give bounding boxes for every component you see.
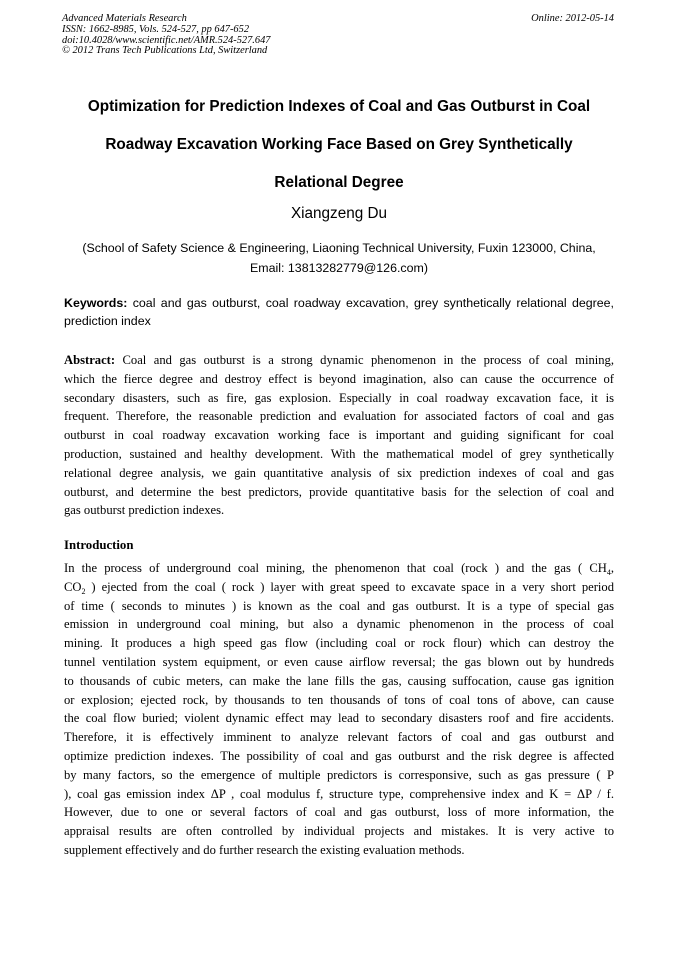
intro-line: However, due to one or several factors of coal and gas outburst, loss of more information, the [64,805,614,820]
intro-line: ), coal gas emission index ΔP , coal modulus f, structure type, comprehensive index and K = ΔP / f. [64,786,614,801]
abstract-line: which the fierce degree and destroy effect is beyond imagination, also can cause the occurrence of [64,371,614,386]
intro-line: appraisal results are often controlled by individual projects and mistakes. It is very active to [64,824,614,839]
keywords-block [64,294,614,330]
keywords-text: coal and gas outburst, coal roadway excavation, grey synthetically relational degree, [127,296,614,310]
intro-line: of time ( seconds to minutes ) is known as the coal and gas outburst. It is a type of special gas [64,598,614,613]
title-line: Relational Degree [274,174,404,191]
intro-text: CO [64,579,82,594]
intro-line: supplement effectively and do further research the existing evaluation methods. [64,842,465,857]
keywords-line [64,294,614,312]
affiliation-line: Email: 13813282779@126.com) [250,261,428,275]
affiliation [40,238,638,278]
journal-name: Advanced Materials Research [62,13,187,24]
subscript: 4 [606,568,611,577]
intro-line: mining. It produces a high speed gas flow (including coal or rock flour) which can destroy the [64,636,614,651]
title-line: Optimization for Prediction Indexes of Coal and Gas Outburst in Coal [87,98,591,115]
section-heading: Introduction [64,538,134,552]
abstract-line: relational degree analysis, we gain quantitative analysis of six prediction indexes of coal and gas [64,465,614,480]
intro-line: the coal flow buried; violent dynamic effect may lead to secondary disasters roof and fire accidents. [64,711,614,726]
intro-line: optimize prediction indexes. The possibility of coal and gas outburst and the risk degree is affected [64,748,614,763]
keywords-label: Keywords: [64,296,128,310]
intro-line: tunnel ventilation system equipment, or even cause airflow reversal; the gas blown out by hundreds [64,654,614,669]
paper-title [40,88,638,202]
journal-header [62,14,270,57]
abstract-line: gas outburst prediction indexes. [64,503,225,518]
intro-line [64,578,614,597]
abstract-label: Abstract: [64,353,116,367]
abstract-line: frequent. Therefore, the reasonable prediction and evaluation for associated factors of coal and gas [64,409,614,424]
intro-line: Therefore, it is effectively imminent to analyze relevant factors of coal and gas outburst and [64,730,614,745]
intro-text: In the process of underground coal mining, the phenomenon that coal (rock ) and the gas ( CH [64,561,607,575]
intro-line: to thousands of cubic meters, can make the lane fills the gas, causing suffocation, cause gas ignition [64,673,614,688]
author-name: Xiangzeng Du [290,205,388,222]
doi-line: doi:10.4028/www.scientific.net/AMR.524-527.647 [62,34,271,46]
keywords-line: prediction index [64,314,151,328]
online-date: Online: 2012-05-14 [531,13,614,24]
intro-line: emission in underground coal mining, but also a dynamic phenomenon in the process of coal [64,617,614,632]
issn-line: ISSN: 1662-8985, Vols. 524-527, pp 647-652 [62,23,250,35]
intro-line: or explosion; ejected rock, by thousands to ten thousands of tons of coal tons of above, can cause [64,692,614,707]
abstract-line: outburst, and determine the best predictors, provide quantitative basis for the selection of coal and [64,484,614,499]
abstract-block [64,351,614,520]
introduction-body [64,559,614,860]
intro-line: by many factors, so the emergence of multiple predictors is corresponsive, such as gas pressure ( P [64,767,614,782]
intro-line [64,559,614,578]
subscript: 2 [81,586,86,596]
intro-text: , [610,561,614,575]
abstract-line [64,351,614,370]
abstract-text: Coal and gas outburst is a strong dynamic phenomenon in the process of coal mining, [115,353,614,367]
affiliation-line: (School of Safety Science & Engineering, Liaoning Technical University, Fuxin 123000, China, [82,241,596,255]
intro-text: ) ejected from the coal ( rock ) layer with great speed to excavate space in a very short period [85,579,614,594]
abstract-line: production, sustained and healthy development. With the mathematical model of grey synthetically [64,446,614,461]
abstract-line: secondary disasters, such as fire, gas explosion. Especially in coal roadway excavation face, it is [64,390,614,405]
title-line: Roadway Excavation Working Face Based on Grey Synthetically [105,136,573,153]
copyright-line: © 2012 Trans Tech Publications Ltd, Switzerland [62,45,268,57]
abstract-line: outburst in coal roadway excavation working face is important and guiding significant for coal [64,428,614,443]
